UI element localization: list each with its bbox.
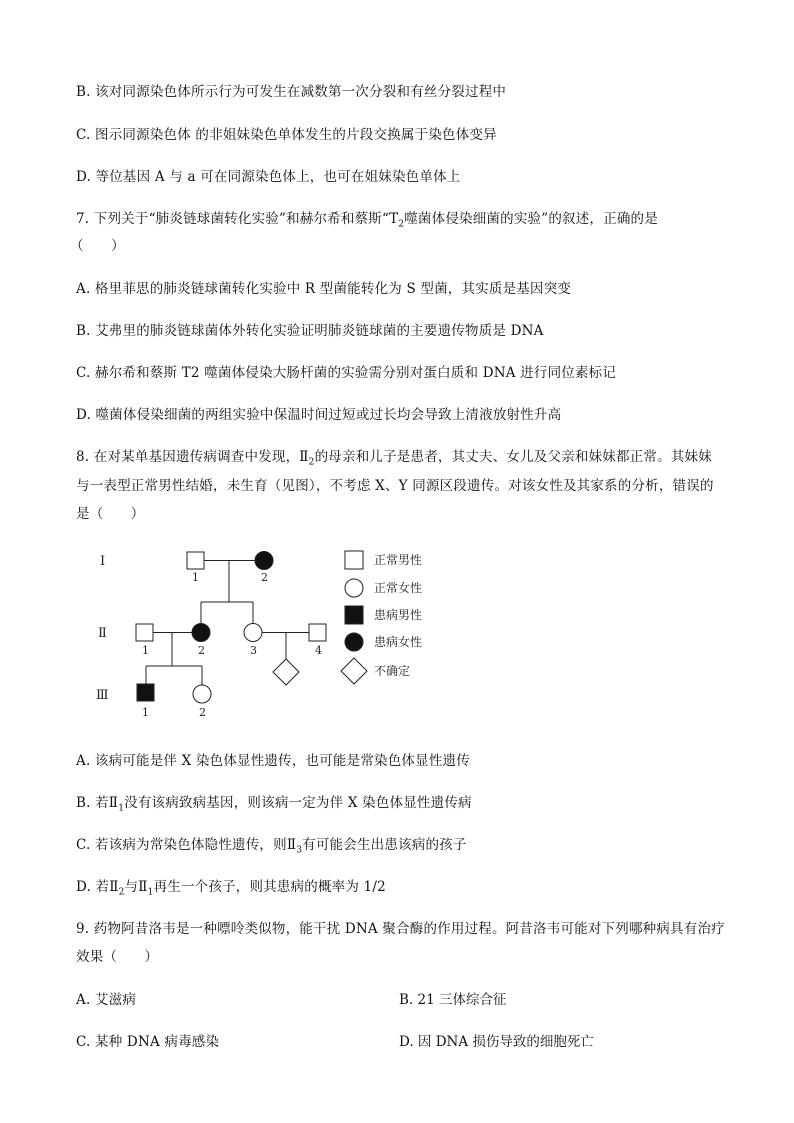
legend-normal-female-label: 正常女性 — [374, 581, 423, 595]
q8-option-d — [76, 875, 386, 898]
q8-option-d-subscript-2: 1 — [147, 887, 154, 898]
q6-option-c: C. 图示同源染色体 的非姐妹染色单体发生的片段交换属于染色体变异 — [76, 127, 497, 143]
q9-option-d: D. 因 DNA 损伤导致的细胞死亡 — [399, 1034, 594, 1050]
pedigree-I2-affected-female — [255, 552, 273, 570]
q7-option-c: C. 赫尔希和蔡斯 T2 噬菌体侵染大肠杆菌的实验需分别对蛋白质和 DNA 进行同位素标记 — [76, 365, 617, 381]
q9-stem-line1: 9. 药物阿昔洛韦是一种嘌呤类似物，能干扰 DNA 聚合酶的作用过程。阿昔洛韦可能对下列哪种病具有治疗 — [76, 921, 725, 937]
q8-option-c — [76, 833, 467, 856]
q7-stem-subscript: 2 — [398, 219, 405, 230]
legend-uncertain-label: 不确定 — [374, 664, 411, 678]
legend-affected-female-label: 患病女性 — [374, 635, 423, 649]
q8-stem-line3: 是（ ） — [76, 506, 145, 522]
pedigree-III1-affected-male — [137, 684, 154, 701]
pedigree-gen-II-label: Ⅱ — [98, 626, 107, 641]
pedigree-II4-normal-male — [309, 624, 326, 641]
pedigree-gen-III-label: Ⅲ — [96, 688, 109, 703]
q8-stem-subscript: 2 — [308, 457, 315, 468]
q8-stem-line2: 与一表型正常男性结婚，未生育（见图），不考虑 X、Y 同源区段遗传。对该女性及其家系的分析，错误的 — [76, 478, 714, 494]
q8-option-b — [76, 791, 472, 814]
q9-stem-line2: 效果（ ） — [76, 949, 159, 965]
legend-uncertain-icon — [341, 658, 367, 684]
q7-option-b: B. 艾弗里的肺炎链球菌体外转化实验证明肺炎链球菌的主要遗传物质是 DNA — [76, 323, 544, 339]
q6-option-b: B. 该对同源染色体所示行为可发生在减数第一次分裂和有丝分裂过程中 — [76, 84, 507, 100]
q8-option-d-subscript-1: 2 — [118, 887, 125, 898]
pedigree-II4-number: 4 — [315, 644, 322, 657]
pedigree-III2-normal-female — [193, 685, 211, 703]
legend-affected-female-icon — [345, 633, 363, 651]
pedigree-II1-normal-male — [136, 624, 153, 641]
legend-normal-male-icon — [345, 551, 363, 569]
pedigree-gen-I-label: Ⅰ — [100, 554, 106, 569]
pedigree-II2-number: 2 — [198, 644, 205, 657]
q6-option-d: D. 等位基因 A 与 a 可在同源染色体上，也可在姐妹染色单体上 — [76, 169, 461, 185]
q9-option-c: C. 某种 DNA 病毒感染 — [76, 1034, 220, 1050]
q8-option-d-text: D. 若Ⅱ — [76, 879, 119, 895]
legend-normal-male-label: 正常男性 — [374, 553, 423, 567]
q8-stem-line1 — [76, 445, 712, 468]
q7-answer-bracket: （ ） — [70, 238, 125, 254]
q7-option-d: D. 噬菌体侵染细菌的两组实验中保温时间过短或过长均会导致上清液放射性升高 — [76, 407, 562, 423]
legend-affected-male-label: 患病男性 — [374, 608, 423, 622]
pedigree-III2-number: 2 — [199, 706, 206, 719]
pedigree-I2-number: 2 — [261, 571, 268, 584]
pedigree-uncertain-offspring — [273, 659, 299, 685]
q8-option-c-text-cont: 有可能会生出患该病的孩子 — [302, 837, 467, 853]
q8-option-d-text-cont: 再生一个孩子，则其患病的概率为 1/2 — [153, 879, 386, 895]
q7-stem-text: 7. 下列关于“肺炎链球菌转化实验”和赫尔希和蔡斯“T — [76, 211, 399, 227]
q8-option-a: A. 该病可能是伴 X 染色体显性遗传，也可能是常染色体显性遗传 — [76, 753, 470, 769]
pedigree-II3-normal-female — [244, 624, 262, 642]
q7-stem — [76, 207, 658, 230]
q7-option-a: A. 格里菲思的肺炎链球菌转化实验中 R 型菌能转化为 S 型菌，其实质是基因突变 — [76, 281, 572, 297]
q7-stem-text-cont: 噬菌体侵染细菌的实验”的叙述，正确的是 — [404, 211, 658, 227]
pedigree-III1-number: 1 — [142, 706, 149, 719]
q9-option-b: B. 21 三体综合征 — [399, 992, 507, 1008]
legend-normal-female-icon — [345, 579, 363, 597]
q8-option-b-text: B. 若Ⅱ — [76, 795, 119, 811]
q8-option-c-subscript: 3 — [296, 845, 303, 856]
q8-option-b-subscript: 1 — [118, 803, 125, 814]
pedigree-I1-number: 1 — [192, 571, 199, 584]
legend-affected-male-icon — [345, 606, 363, 624]
q8-option-d-text-mid: 与Ⅱ — [124, 879, 148, 895]
q8-option-c-text: C. 若该病为常染色体隐性遗传，则Ⅱ — [76, 837, 297, 853]
pedigree-II3-number: 3 — [250, 644, 257, 657]
q8-stem-text: 8. 在对某单基因遗传病调查中发现，Ⅱ — [76, 449, 309, 465]
pedigree-diagram — [88, 540, 448, 722]
q8-stem-text-cont: 的母亲和儿子是患者，其丈夫、女儿及父亲和妹妹都正常。其妹妹 — [314, 449, 712, 465]
q8-option-b-text-cont: 没有该病致病基因，则该病一定为伴 X 染色体显性遗传病 — [124, 795, 472, 811]
pedigree-II1-number: 1 — [142, 644, 149, 657]
q9-option-a: A. 艾滋病 — [76, 992, 137, 1008]
pedigree-I1-normal-male — [187, 552, 204, 569]
pedigree-II2-affected-female — [192, 624, 210, 642]
